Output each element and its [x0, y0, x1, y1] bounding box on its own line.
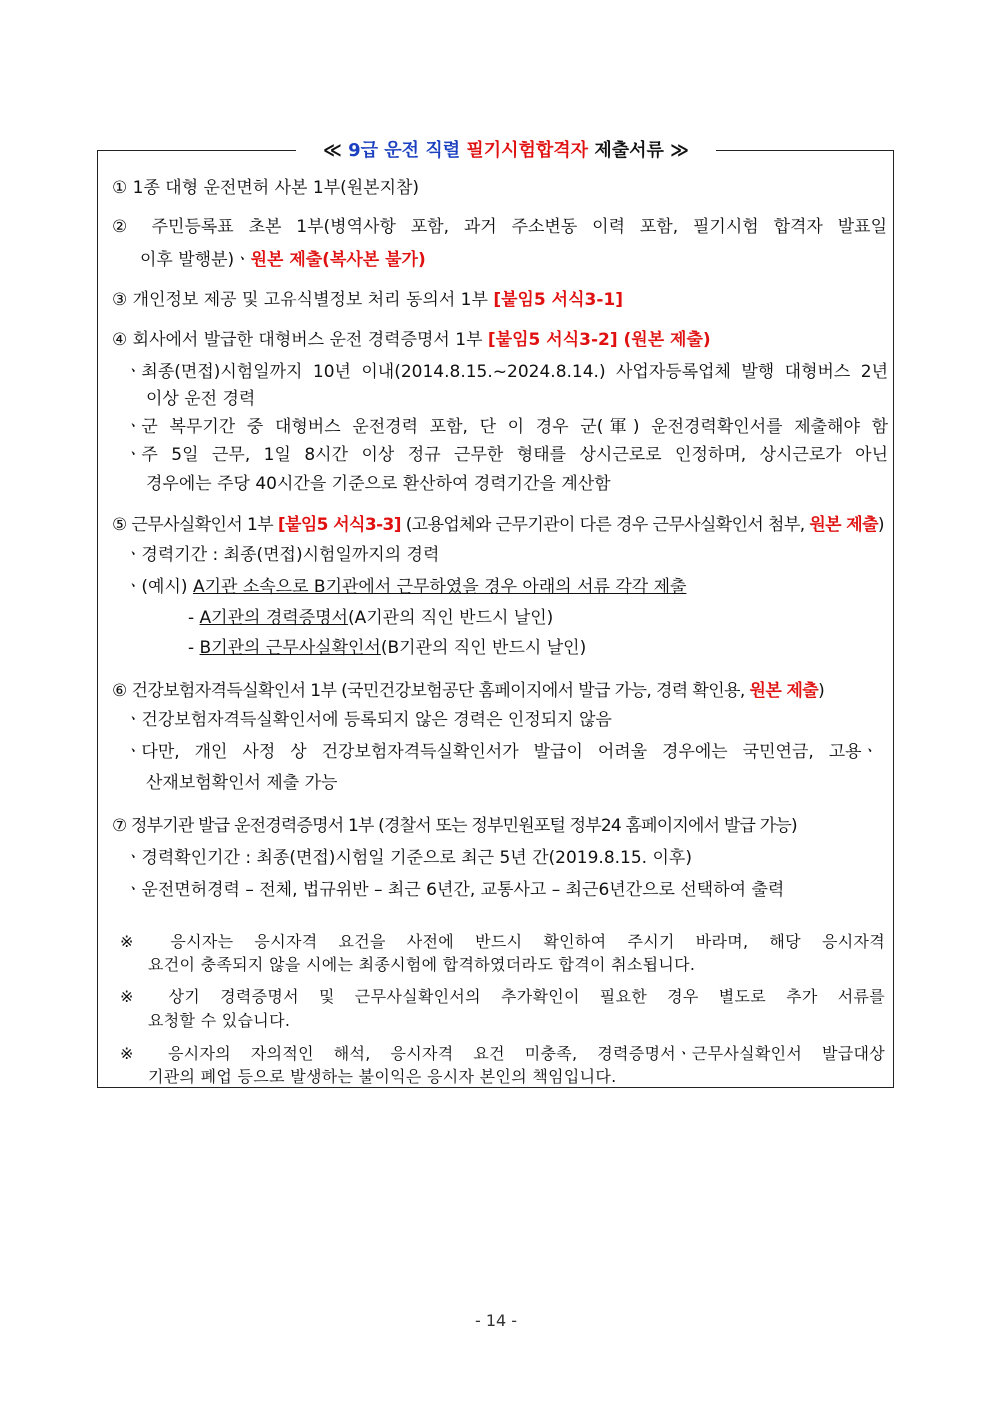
note-2-line-1: ※ 상기 경력증명서 및 근무사실확인서의 추가확인이 필요한 경우 별도로 추가 서류를 — [120, 987, 885, 1006]
item-2-line-1: ② 주민등록표 초본 1부(병역사항 포함, 과거 주소변동 이력 포함, 필기시험 합격자 발표일 — [112, 217, 887, 237]
note-2-line-2: 요청할 수 있습니다. — [148, 1011, 291, 1030]
item-7-sub-1: ㆍ경력확인기간 : 최종(면접)시험일 기준으로 최근 5년 간(2019.8.15. 이후) — [125, 848, 692, 868]
item-5-sub-2 — [125, 575, 686, 599]
title-open: ≪ — [322, 140, 349, 161]
title-rest: 제출서류 ≫ — [588, 140, 690, 161]
item-2-text: 이후 발행분)ㆍ — [140, 250, 251, 270]
item-2-line-2 — [140, 248, 426, 272]
item-5 — [112, 513, 884, 537]
item-4-sub-1-line-2: 이상 운전 경력 — [146, 389, 256, 409]
item-5-text: ⑤ 근무사실확인서 1부 — [112, 515, 278, 535]
item-1: ① 1종 대형 운전면허 사본 1부(원본지참) — [112, 178, 420, 198]
item-3-text: ③ 개인정보 제공 및 고유식별정보 처리 동의서 1부 — [112, 290, 494, 310]
item-4-text: ④ 회사에서 발급한 대형버스 운전 경력증명서 1부 — [112, 330, 488, 350]
item-5-sub-4 — [188, 636, 586, 660]
item-4 — [112, 328, 711, 352]
example-doc-b: B기관의 근무사실확인서 — [199, 638, 381, 658]
item-3-form-ref: [붙임5 서식3-1] — [493, 290, 623, 310]
page-number: - 14 - — [474, 1311, 518, 1330]
item-6 — [112, 679, 824, 703]
item-5-original-required: 원본 제출 — [809, 515, 878, 535]
item-4-sub-2: ㆍ군 복무기간 중 대형버스 운전경력 포함, 단 이 경우 군(軍) 운전경력확인서를 제출해야 함 — [125, 417, 888, 437]
item-6-sub-2-line-1: ㆍ다만, 개인 사정 상 건강보험자격득실확인서가 발급이 어려울 경우에는 국민연금, 고용ㆍ — [125, 742, 878, 762]
example-text: A기관 소속으로 B기관에서 근무하였을 경우 아래의 서류 각각 제출 — [192, 577, 687, 597]
note-3-line-1: ※ 응시자의 자의적인 해석, 응시자격 요건 미충족, 경력증명서ㆍ근무사실확인서 발급대상 — [120, 1044, 885, 1063]
item-4-sub-3-line-2: 경우에는 주당 40시간을 기준으로 환산하여 경력기간을 계산함 — [146, 474, 611, 494]
note-3-line-2: 기관의 폐업 등으로 발생하는 불이익은 응시자 본인의 책임입니다. — [148, 1067, 617, 1086]
example-label: ㆍ(예시) — [125, 577, 193, 597]
item-2-original-required: 원본 제출(복사본 불가) — [250, 250, 426, 270]
note-1-line-1: ※ 응시자는 응시자격 요건을 사전에 반드시 확인하여 주시기 바라며, 해당 응시자격 — [120, 932, 885, 951]
item-4-sub-3-line-1: ㆍ주 5일 근무, 1일 8시간 이상 정규 근무한 형태를 상시근로로 인정하며, 상시근로가 아닌 — [125, 445, 888, 465]
item-6-sub-1: ㆍ건강보험자격득실확인서에 등록되지 않은 경력은 인정되지 않음 — [125, 710, 612, 730]
item-6-close: ) — [818, 681, 825, 701]
dash: - — [188, 638, 200, 658]
example-doc-a-note: (A기관의 직인 반드시 날인) — [347, 608, 554, 628]
note-1-line-2: 요건이 충족되지 않을 시에는 최종시험에 합격하였더라도 합격이 취소됩니다. — [148, 955, 696, 974]
item-6-text: ⑥ 건강보험자격득실확인서 1부 (국민건강보험공단 홈페이지에서 발급 가능, 경력 확인용, — [112, 681, 750, 701]
title-position: 9급 운전 직렬 — [348, 140, 467, 161]
item-5-sub-3 — [188, 606, 553, 630]
item-5-form-ref: [붙임5 서식3-3] — [277, 515, 401, 535]
example-doc-a: A기관의 경력증명서 — [199, 608, 348, 628]
item-7: ⑦ 정부기관 발급 운전경력증명서 1부 (경찰서 또는 정부민원포털 정부24 홈페이지에서 발급 가능) — [112, 816, 797, 836]
item-4-form-ref: [붙임5 서식3-2] (원본 제출) — [487, 330, 711, 350]
section-title — [296, 138, 716, 164]
item-7-sub-2: ㆍ운전면허경력 – 전체, 법규위반 – 최근 6년간, 교통사고 – 최근6년간으로 선택하여 출력 — [125, 880, 785, 900]
item-3 — [112, 288, 623, 312]
item-5-sub-1: ㆍ경력기간 : 최종(면접)시험일까지의 경력 — [125, 545, 440, 565]
title-highlight: 필기시험합격자 — [466, 140, 589, 161]
item-6-sub-2-line-2: 산재보험확인서 제출 가능 — [146, 773, 338, 793]
dash: - — [188, 608, 200, 628]
item-6-original-required: 원본 제출 — [749, 681, 819, 701]
example-doc-b-note: (B기관의 직인 반드시 날인) — [380, 638, 587, 658]
item-5-close: ) — [877, 515, 884, 535]
item-5-note: (고용업체와 근무기관이 다른 경우 근무사실확인서 첨부, — [400, 515, 810, 535]
item-4-sub-1-line-1: ㆍ최종(면접)시험일까지 10년 이내(2014.8.15.~2024.8.14.) 사업자등록업체 발행 대형버스 2년 — [125, 362, 888, 382]
